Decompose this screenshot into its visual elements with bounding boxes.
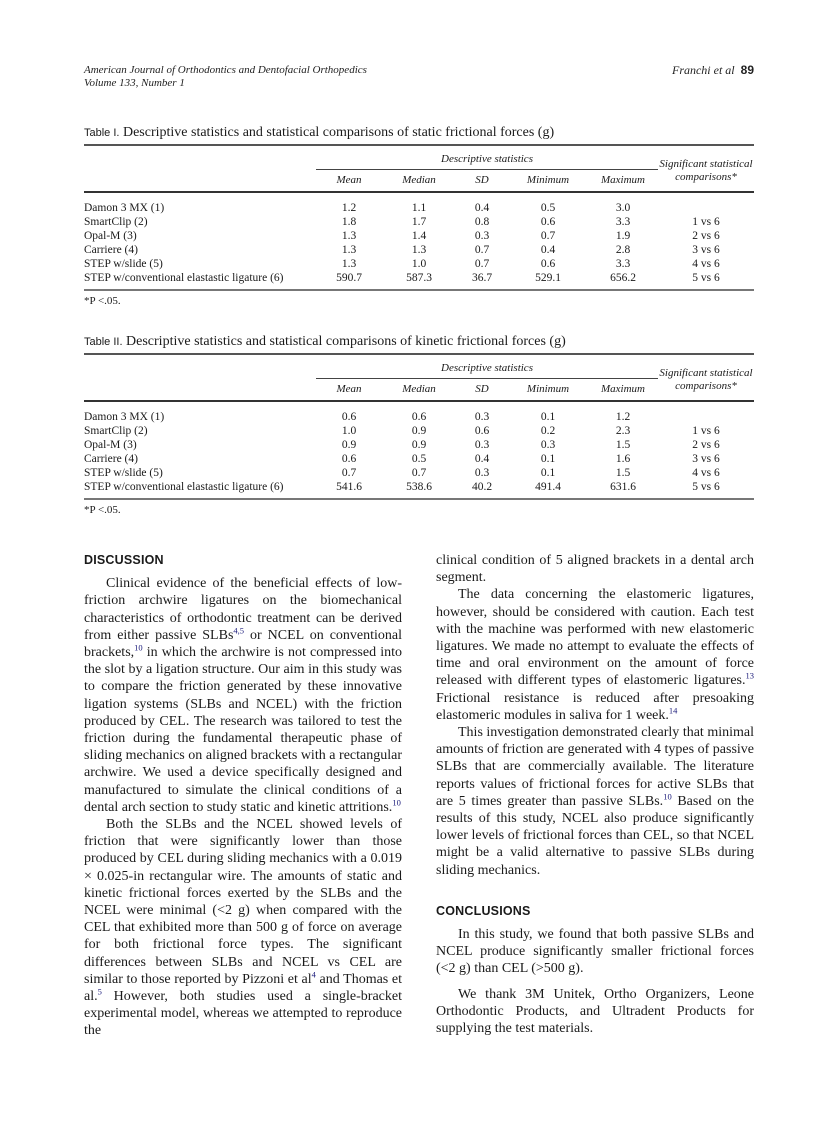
cell-maximum: 2.3 [615,425,631,437]
cell-sd: 0.6 [474,425,490,437]
right-column [436,552,754,1037]
table-1-grid [84,144,754,291]
cell-sd: 40.2 [471,481,493,493]
cell-maximum: 1.5 [615,467,631,479]
cell-maximum: 1.2 [615,411,631,423]
cell-sig: 2 vs 6 [692,230,720,242]
table-row [84,466,754,480]
citation[interactable]: 5 [97,986,102,997]
journal-title: American Journal of Orthodontics and Dentofacial Orthopedics [84,64,367,76]
table-1-caption-text: Descriptive statistics and statistical comparisons of static frictional forces (g) [122,125,555,140]
discussion-heading: DISCUSSION [84,553,164,567]
cell-median: 1.7 [411,216,427,228]
table-row [84,438,754,452]
cell-mean: 1.3 [341,230,357,242]
cell-minimum: 0.4 [540,244,556,256]
cell-minimum: 0.2 [540,425,556,437]
citation[interactable]: 10 [134,642,143,653]
cell-median: 587.3 [406,272,432,284]
citation[interactable]: 10 [392,797,401,808]
cell-mean: 1.2 [341,202,357,214]
col-header-sd: SD [456,379,508,402]
cell-maximum: 1.9 [615,230,631,242]
group-header: Descriptive statistics [316,145,658,170]
cell-sd: 0.3 [474,467,490,479]
col-header-mean: Mean [316,379,382,402]
cell-sd: 0.4 [474,202,490,214]
col-header-median: Median [382,379,456,402]
row-name: Opal-M (3) [84,439,137,451]
cell-sd: 0.4 [474,453,490,465]
cell-median: 538.6 [406,481,432,493]
row-name: STEP w/conventional elastastic ligature (6) [84,481,284,493]
discussion-paragraph-2-continued: clinical condition of 5 aligned brackets in a dental arch segment. [436,553,754,586]
cell-mean: 0.7 [341,467,357,479]
citation[interactable]: 4,5 [233,625,245,636]
row-name: Opal-M (3) [84,230,137,242]
col-header-mean: Mean [316,170,382,193]
row-name: STEP w/conventional elastastic ligature (6) [84,272,284,284]
left-column [84,552,402,1040]
cell-maximum: 656.2 [610,272,636,284]
discussion-paragraph-4: This investigation demonstrated clearly that minimal amounts of friction are generated with 4 types of passive SLBs that are commercially available. The literature reports values of frictional forces for active SLBs that are 5 times greater than passive SLBs.$^{10}$ Based on the results of this study, NCEL also produce significantly lower levels of frictional forces than CEL, so that NCEL might be a valid alternative to passive SLBs during sliding mechanics. [436,725,754,878]
cell-sig: 4 vs 6 [692,258,720,270]
cell-sig: 3 vs 6 [692,244,720,256]
cell-median: 1.0 [411,258,427,270]
cell-mean: 1.8 [341,216,357,228]
cell-sig: 4 vs 6 [692,467,720,479]
citation[interactable]: 10 [663,791,672,802]
cell-mean: 1.0 [341,425,357,437]
blank-subheader [84,379,316,402]
running-head [84,64,754,90]
cell-sd: 0.3 [474,230,490,242]
citation[interactable]: 4 [311,969,316,980]
blank-subheader [84,170,316,193]
col-header-maximum: Maximum [588,170,658,193]
conclusions-paragraph: In this study, we found that both passive SLBs and NCEL produce significantly smaller frictional forces (<2 g) than CEL (>500 g). [436,927,754,977]
cell-maximum: 3.3 [615,216,631,228]
cell-sd: 0.7 [474,258,490,270]
cell-mean: 541.6 [336,481,362,493]
cell-sd: 0.3 [474,411,490,423]
cell-maximum: 3.0 [615,202,631,214]
table-2 [84,333,754,516]
sig-header-line2: comparisons* [675,171,737,183]
table-row [84,480,754,499]
table-1-caption [84,124,754,142]
cell-minimum: 0.6 [540,258,556,270]
cell-minimum: 0.7 [540,230,556,242]
cell-minimum: 0.1 [540,467,556,479]
cell-sig: 1 vs 6 [692,216,720,228]
cell-sig: 1 vs 6 [692,425,720,437]
cell-minimum: 0.3 [540,439,556,451]
cell-mean: 0.6 [341,453,357,465]
cell-sd: 0.8 [474,216,490,228]
acknowledgment-paragraph: We thank 3M Unitek, Ortho Organizers, Leone Orthodontic Products, and Ultradent Products for supplying the test materials. [436,986,754,1037]
table-row [84,271,754,290]
row-name: Damon 3 MX (1) [84,202,165,214]
col-header-sd: SD [456,170,508,193]
cell-maximum: 1.6 [615,453,631,465]
blank-header [84,145,316,170]
cell-median: 0.7 [411,467,427,479]
cell-maximum: 631.6 [610,481,636,493]
table-2-footnote: *P <.05. [84,504,121,516]
group-header: Descriptive statistics [316,354,658,379]
row-name: Carriere (4) [84,244,138,256]
row-name: Damon 3 MX (1) [84,411,165,423]
col-header-minimum: Minimum [508,379,588,402]
sig-header [658,145,754,192]
table-row [84,243,754,257]
table-1-label: Table I. [84,127,120,139]
table-1 [84,124,754,307]
cell-maximum: 3.3 [615,258,631,270]
discussion-paragraph-2: Both the SLBs and the NCEL showed levels of friction that were significantly lower than those produced by CEL during sliding mechanics with a 0.019 × 0.025-in rectangular wire. The amounts of static and kinetic frictional forces exerted by the SLBs and the NCEL were minimal (<2 g) when compared with the CEL that exhibited more than 500 g of force on average for both frictional force types. The significant differences between SLBs and NCEL vs CEL are similar to those reported by Pizzoni et $al^4$ and Thomas et al.$^5$ However, both studies used a single-bracket experimental model, whereas we attempted to reproduce the [84,817,402,1039]
discussion-paragraph-3: The data concerning the elastomeric ligatures, however, should be considered with caution. Each test with the machine was performed with new elastomeric ligatures. We made no attempt to evaluate the effects of time and oral environment on the amount of force released with different types of elastomeric ligatures.$^{13}$ Frictional resistance is reduced after presoaking elastomeric modules in saliva for 1 week.$^{14}$ [436,587,754,723]
cell-minimum: 0.6 [540,216,556,228]
cell-maximum: 2.8 [615,244,631,256]
cell-median: 0.5 [411,453,427,465]
cell-mean: 0.9 [341,439,357,451]
cell-minimum: 0.1 [540,411,556,423]
table-1-footnote: *P <.05. [84,295,121,307]
table-row [84,215,754,229]
cell-sd: 0.3 [474,439,490,451]
cell-minimum: 491.4 [535,481,561,493]
journal-volume: Volume 133, Number 1 [84,77,185,89]
col-header-maximum: Maximum [588,379,658,402]
row-name: Carriere (4) [84,453,138,465]
discussion-paragraph-1: Clinical evidence of the beneficial effects of low-friction archwire ligatures on the biomechanical characteristics of orthodontic treatment can be derived from either passive SLBs$^{4,5}$ or NCEL on conventional brackets,$^{10}$ in which the archwire is not compressed into the slot by a ligation structure. Our aim in this study was to compare the friction generated by these innovative ligation systems (SLBs and NCEL) with the friction produced by CEL. The research was tailored to test the friction during the fundamental therapeutic phase of sliding mechanics on aligned brackets with a rectangular archwire. We used a device specifically designed and manufactured to simulate the clinical conditions of a dental arch section to study static and kinetic attritions.$^{10}$ [84,576,403,815]
cell-sig: 5 vs 6 [692,272,720,284]
table-2-label: Table II. [84,336,123,348]
cell-mean: 0.6 [341,411,357,423]
cell-median: 1.3 [411,244,427,256]
col-header-median: Median [382,170,456,193]
cell-sd: 36.7 [471,272,493,284]
running-head-right [672,64,754,77]
sig-header [658,354,754,401]
cell-median: 1.1 [411,202,427,214]
conclusions-heading: CONCLUSIONS [436,903,531,918]
sig-header-line1: Significant statistical [659,158,753,170]
cell-sig: 5 vs 6 [692,481,720,493]
cell-sig [658,401,754,424]
cell-median: 0.9 [411,425,427,437]
citation[interactable]: 14 [668,705,678,716]
table-2-caption-text: Descriptive statistics and statistical comparisons of kinetic frictional forces (g) [126,334,566,349]
cell-sd: 0.7 [474,244,490,256]
citation[interactable]: 13 [745,670,754,681]
table-row [84,257,754,271]
table-row [84,424,754,438]
table-row [84,192,754,215]
cell-median: 1.4 [411,230,427,242]
row-name: STEP w/slide (5) [84,467,163,479]
cell-minimum: 0.1 [540,453,556,465]
row-name: SmartClip (2) [84,425,148,437]
cell-sig: 2 vs 6 [692,439,720,451]
cell-sig [658,192,754,215]
blank-header [84,354,316,379]
col-header-minimum: Minimum [508,170,588,193]
cell-maximum: 1.5 [615,439,631,451]
sig-header-line1: Significant statistical [659,367,753,379]
cell-sig: 3 vs 6 [692,453,720,465]
row-name: STEP w/slide (5) [84,258,163,270]
cell-mean: 1.3 [341,244,357,256]
cell-mean: 1.3 [341,258,357,270]
table-2-caption [84,333,754,351]
table-row [84,452,754,466]
cell-minimum: 0.5 [540,202,556,214]
cell-minimum: 529.1 [535,272,561,284]
authors: Franchi et al [671,63,735,77]
cell-mean: 590.7 [336,272,362,284]
table-row [84,401,754,424]
sig-header-line2: comparisons* [675,380,737,392]
table-row [84,229,754,243]
cell-median: 0.9 [411,439,427,451]
row-name: SmartClip (2) [84,216,148,228]
table-2-grid [84,353,754,500]
page-number: 89 [740,63,754,77]
cell-median: 0.6 [411,411,427,423]
